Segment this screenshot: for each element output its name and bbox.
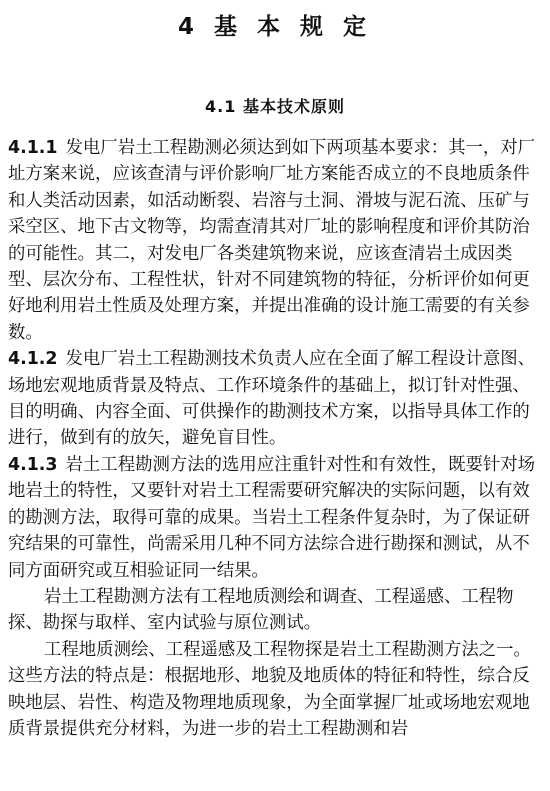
clause-4-1-1 [8, 135, 542, 346]
chapter-title: 4 基 本 规 定 [177, 14, 373, 40]
clause-4-1-2 [8, 346, 542, 452]
clause-text: 发电厂岩土工程勘测技术负责人应在全面了解工程设计意图、场地宏观地质背景及特点、工作环境条件的基础上，拟订针对性强、目的明确、内容全面、可供操作的勘测技术方案，以指导具体工作的进行，做到有的放矢，避免盲目性。 [8, 349, 536, 449]
clause-4-1-3 [8, 452, 542, 584]
clause-number: 4.1.3 [8, 454, 58, 475]
section-title: 4.1 基本技术原则 [205, 97, 345, 116]
paragraph-mapping-methods: 工程地质测绘、工程遥感及工程物探是岩土工程勘测方法之一。这些方法的特点是：根据地形、地貌及地质体的特征和特性，综合反映地层、岩性、构造及物理地质现象，为全面掌握厂址或场地宏观地质背景提供充分材料，为进一步的岩土工程勘测和岩 [8, 639, 531, 739]
clause-number: 4.1.1 [8, 138, 58, 158]
clause-number: 4.1.2 [8, 349, 58, 370]
clause-text: 岩土工程勘测方法的选用应注重针对性和有效性，既要针对场地岩土的特性，又要针对岩土工程需要研究解决的实际问题，以有效的勘测方法，取得可靠的成果。当岩土工程条件复杂时，为了保证研究结果的可靠性，尚需采用几种不同方法综合进行勘探和测试，从不同方面研究或互相验证同一结果。 [8, 454, 536, 581]
paragraph-survey-methods: 岩土工程勘测方法有工程地质测绘和调查、工程遥感、工程物探、勘探与取样、室内试验与原位测试。 [8, 586, 514, 634]
clause-text: 发电厂岩土工程勘测必须达到如下两项基本要求：其一，对厂址方案来说，应该查清与评价影响厂址方案能否成立的不良地质条件和人类活动因素，如活动断裂、岩溶与土洞、滑坡与泥石流、压矿与采空区、地下古文物等，均需查清其对厂址的影响程度和评价其防治的可能性。其二，对发电厂各类建筑物来说，应该查清岩土成因类型、层次分布、工程性状，针对不同建筑物的特征，分析评价如何更好地利用岩土性质及处理方案，并提出准确的设计施工需要的有关参数。 [8, 138, 536, 343]
body-text [8, 135, 542, 742]
